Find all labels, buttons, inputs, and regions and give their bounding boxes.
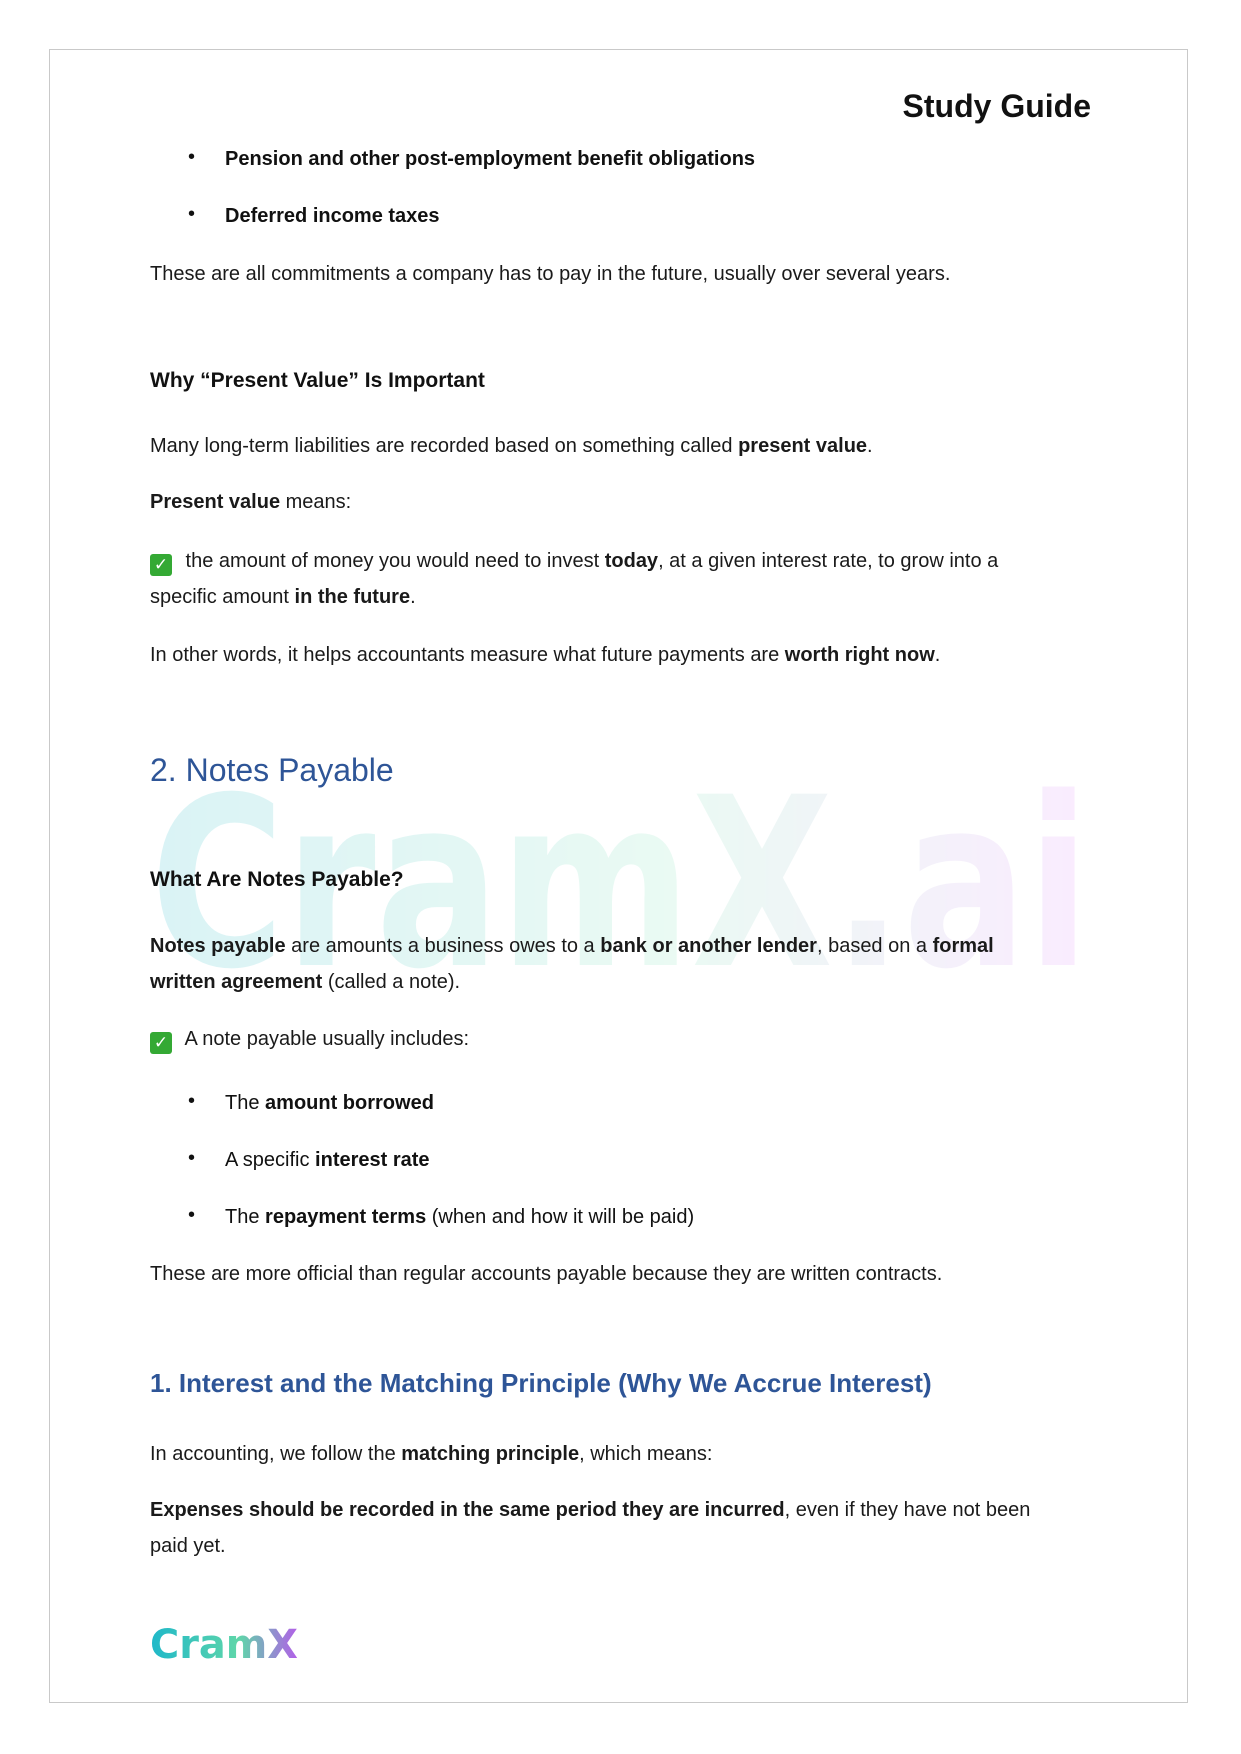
- bullet-marker: •: [188, 1204, 196, 1226]
- bullet-pension: Pension and other post-employment benefit obligations: [225, 148, 756, 170]
- bullet-marker: •: [188, 1147, 196, 1169]
- logo-text: CramX: [150, 1622, 299, 1668]
- heading-present-value: Why “Present Value” Is Important: [150, 369, 485, 392]
- paragraph-present-value-means: Present value means:: [150, 491, 352, 513]
- bullet-amount-borrowed: The amount borrowed: [225, 1092, 434, 1114]
- bullet-repayment-terms: The repayment terms (when and how it will be paid): [225, 1206, 695, 1228]
- paragraph-present-value-intro: Many long-term liabilities are recorded based on something called present value.: [150, 435, 873, 457]
- paragraph-expenses-recorded: Expenses should be recorded in the same period they are incurred, even if they have not been paid yet.: [150, 1499, 1031, 1557]
- cramx-logo: [150, 1620, 300, 1668]
- paragraph-notes-official: These are more official than regular accounts payable because they are written contracts.: [150, 1263, 943, 1285]
- watermark-text: CramX.ai: [150, 760, 1090, 990]
- paragraph-matching-principle: In accounting, we follow the matching principle, which means:: [150, 1443, 713, 1465]
- paragraph-present-value-definition: ✓ the amount of money you would need to invest today, at a given interest rate, to grow into a specific amount in the future.: [150, 550, 999, 608]
- bullet-interest-rate: A specific interest rate: [225, 1149, 430, 1171]
- bullet-marker: •: [188, 203, 196, 225]
- check-mark-icon: ✓: [150, 554, 172, 576]
- section-title-notes-payable: 2. Notes Payable: [150, 752, 394, 788]
- paragraph-commitments: These are all commitments a company has to pay in the future, usually over several years.: [150, 263, 951, 285]
- bullet-marker: •: [188, 1090, 196, 1112]
- bullet-marker: •: [188, 146, 196, 168]
- paragraph-present-value-summary: In other words, it helps accountants measure what future payments are worth right now.: [150, 644, 941, 666]
- bullet-deferred-taxes: Deferred income taxes: [225, 205, 440, 227]
- heading-what-are-notes-payable: What Are Notes Payable?: [150, 868, 404, 891]
- check-mark-icon: ✓: [150, 1032, 172, 1054]
- paragraph-notes-payable-definition: Notes payable are amounts a business owes to a bank or another lender, based on a formal written agreement (called a note).: [150, 935, 994, 993]
- section-title-interest-matching: 1. Interest and the Matching Principle (Why We Accrue Interest): [150, 1368, 932, 1398]
- paragraph-note-includes: ✓ A note payable usually includes:: [150, 1021, 469, 1057]
- page-header-title: Study Guide: [902, 88, 1091, 124]
